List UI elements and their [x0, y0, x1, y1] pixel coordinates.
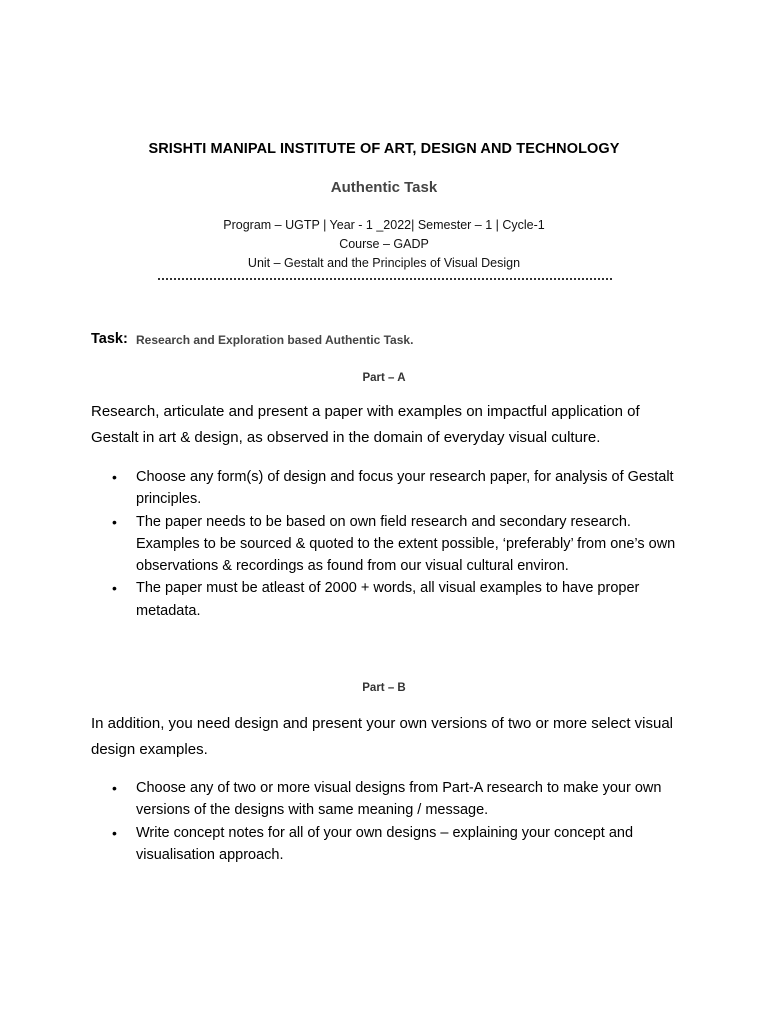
task-description: Research and Exploration based Authentic Task.: [136, 333, 414, 347]
list-item-text: Write concept notes for all of your own designs – explaining your concept and visualisation approach.: [136, 824, 634, 863]
task-label: Task:: [91, 331, 128, 347]
bullet-icon: •: [112, 780, 117, 796]
document-subtitle: Authentic Task: [330, 179, 438, 196]
list-item-text: Choose any of two or more visual designs from Part-A research to make your own versions of the designs with same meaning / message.: [136, 780, 662, 819]
bullet-icon: •: [112, 580, 117, 597]
bullet-icon: •: [112, 824, 117, 841]
list-item: [112, 777, 692, 822]
list-item: [112, 577, 692, 622]
list-item: [112, 511, 692, 578]
dotted-divider: [158, 275, 612, 280]
unit-line: Unit – Gestalt and the Principles of Visual Design: [247, 256, 521, 270]
part-b-bullet-list: [112, 777, 692, 866]
part-b-intro: In addition, you need design and present your own versions of two or more select visual design examples.: [91, 715, 673, 758]
course-line: Course – GADP: [339, 237, 429, 251]
part-a-intro: Research, articulate and present a paper with examples on impactful application of Gestalt in art & design, as observed in the domain of everyday visual culture.: [91, 403, 640, 446]
part-a-bullet-list: [112, 466, 692, 622]
institute-title: SRISHTI MANIPAL INSTITUTE OF ART, DESIGN AND TECHNOLOGY: [148, 141, 620, 157]
program-line: Program – UGTP | Year - 1 _2022| Semester – 1 | Cycle-1: [223, 218, 545, 232]
part-b-heading: Part – B: [362, 682, 406, 694]
bullet-icon: •: [112, 469, 117, 485]
bullet-icon: •: [112, 513, 117, 530]
list-item-text: The paper needs to be based on own field research and secondary research. Examples to be sourced & quoted to the extent possible, ‘preferably’ from one’s own observations & recordings as found from our visual cultural environ.: [136, 513, 676, 575]
list-item: [112, 822, 692, 867]
part-a-heading: Part – A: [362, 372, 406, 384]
list-item-text: The paper must be atleast of 2000 + words, all visual examples to have proper metadata.: [136, 580, 640, 619]
list-item-text: Choose any form(s) of design and focus your research paper, for analysis of Gestalt principles.: [136, 469, 674, 508]
list-item: [112, 466, 692, 511]
